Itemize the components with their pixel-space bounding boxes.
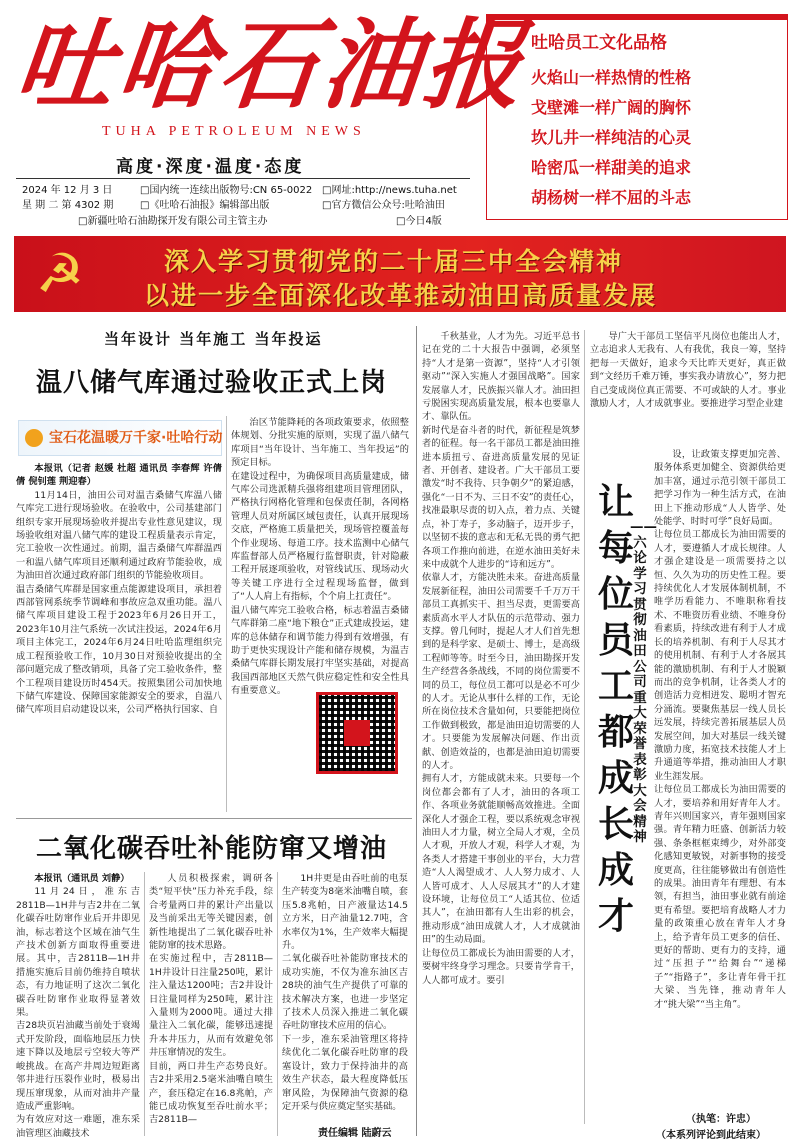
culture-box xyxy=(486,14,788,220)
article2-text-1: 11月24日，准东吉2811B—1H井与吉2井在二氧化碳吞吐防窜作业后开井即见油，标志着这个区域在油气生产技术创新方面取得重要进展。其中，吉2811B—1H井措施实施后目前仍维持自喷状态，有力地证明了这次二氧化碳吞吐防窜作业取得显著效果。 吉28块页岩油藏当前处于衰竭式开发阶段，面临地层压力快速下降以及地层亏空较大等严峻挑战。在高产井周边短距离邻井进行压裂作业时，极易出现压窜现象，从而对油井产量造成严重影响。 为有效应对这一难题，准东采油管理区油藏技术 xyxy=(16,886,140,1139)
banner-line-1: 深入学习贯彻党的二十届三中全会精神 xyxy=(164,247,624,276)
qr-logo-icon xyxy=(344,720,370,746)
article2-column-2 xyxy=(149,872,273,1136)
article1-text-2: 治区节能降耗的各项政策要求，依照整体规划、分批实施的原则，实现了温八储气库项目“当年设计、当年施工、当年投运”的预定目标。 在建设过程中，为确保项目高质量建成，储气库公司选派精兵强将组建项目管理团队，严格执行网格化管理和包保责任制，各网格管理人员对所属区域包责任，认真开展现场交底，严格施工质量把关，现场管控覆盖每个作业现场、每道工序。技术监测中心储气库监督部人员严格履行监督职责，针对隐蔽工程开展逐项验收，对管线试压、现场动火等关键工序进行全过程现场监督，做到了“人人肩上有指标，个个肩上扛责任”。 温八储气库完工验收合格，标志着温吉桑储气库群第二座“地下粮仓”正式建成投运，建库的总体储存和调节能力得到有效增强，有助于更快实现设计产能和储存规模，为温吉桑储气库群长期发展打牢坚实基础，对提高我国西部地区天然气供应稳定性和安全性具有重要意义。 xyxy=(231,417,409,697)
article2-headline: 二氧化碳吞吐补能防窜又增油 xyxy=(36,834,388,864)
commentary-subtitle: ——六论学习贯彻油田公司重大荣誉表彰大会精神 xyxy=(630,519,657,845)
article1-byline: 本报讯（记者 赵媛 杜超 通讯员 李春辉 许倩倩 倪钊莲 荆迎春） xyxy=(16,463,222,488)
cn-number: □国内统一连续出版物号:CN 65-0022 xyxy=(140,185,313,196)
commentary-author: （执笔：许忠） xyxy=(686,1114,756,1125)
weekday-issue: 星 期 二 第 4302 期 xyxy=(22,200,114,211)
masthead-divider xyxy=(16,178,470,179)
commentary-column-1 xyxy=(422,330,580,1116)
series-end-note: （本系列评论到此结束） xyxy=(656,1130,766,1141)
culture-line: 火焰山一样热情的性格 xyxy=(531,68,692,87)
issue-date: 2024 年 12 月 3 日 xyxy=(22,185,113,196)
masthead-logo-english: TUHA PETROLEUM NEWS xyxy=(102,124,366,139)
masthead-logo: 吐哈石油报 xyxy=(10,8,533,123)
commentary-text-2a: 导广大干部员工坚信平凡岗位也能出人才，立志追求人无我有、人有我优，我良一筹，坚持把每一天做好，追求今天比昨天更好，真正做到“文经历千难万锤，事实我办请放心”，努力把自己变成岗位真正需要、不可或缺的人才。事业激励人才，人才成就事业。要推进学习型企业建 xyxy=(590,331,786,410)
article2-column-1 xyxy=(16,872,140,1139)
article2-column-3 xyxy=(282,872,408,1120)
article2-text-2: 人员积极探索，调研各类“短平快”压力补充手段，综合考量两口井的累计产出量以及当前采出无等关键因素，创新性地提出了二氧化碳吞吐补能防窜的技术思路。 在实施过程中，吉2811B—1H井设计日注量250吨，累计注入量达1200吨；吉2井设计日注量同样为250吨，累计注入量则为2000吨。通过大排量注入二氧化碳，能够迅速提升本井压力，从而有效避免邻井压窜情况的发生。 目前，两口井生产态势良好。吉2井采用2.5毫米油嘴自喷生产，套压稳定在16.8兆帕，产能已成功恢复至吞吐前水平；吉2811B— xyxy=(149,873,273,1126)
commentary-text-1: 千秋基业，人才为先。习近平总书记在党的二十大报告中强调，必须坚持“人才是第一资源”，坚持“人才引领驱动”“深入实施人才强国战略”。国家发展靠人才，民族振兴靠人才。油田担亏脱困实现高质量发展，根本也要靠人才、靠队伍。 新时代是奋斗者的时代，新征程是筑梦者的征程。每一名干部员工都是油田推进本质扭亏、奋进高质量发展的见证者、开创者、建设者。广大干部员工要激发“时不我待、只争朝夕”的紧迫感，强化“一日不为、三日不安”的责任心，找准最职尽责的切入点，着力点、关键点，补丁寿子，多动脑子，迈开步子，以坚韧不拔的意志和无私无畏的勇气把各项工作推向前进，在逆水油田美好未来中成就个人进步的“诗和远方”。 依靠人才，方能决胜未来。奋进高质量发展新征程，油田公司需要千千万万干部员工真抓实干、担当尽责，更需要高素质高水平人才队伍的示范带动、强力支撑。曾几何时，提起人才人们首先想到的是科学家、是硕士、博士，是高级工程师等等。时至今日，油田勘探开发生产经营各条战线，不同的岗位需要不同的员工，每位员工都可以是必不可少的人才。无论从事什么样的工作，无论所在岗位技术含量如何，只要能把岗位工作做到极致，都是油田迫切需要的人才。只要能为发展解决问题、作出贡献、创造效益的，也都是油田迫切需要的人才。 拥有人才，方能成就未来。只要每一个岗位都会都有了人才，油田的各项工作、各项业务就能顺畅高效推进。全面深化人才强企工程，要以系统观念审视油田人才力量，树立全局人才观，全员人才观，开放人才观，科学人才观，为各类人才搭建干事创业的平台，大力营造“人人渴望成才、人人努力成才、人人皆可成才、人人尽展其才”的人才建设环境，让每位员工“人适其位、位适其人”，在油田都有人生出彩的机会，推动形成“油田成就人才，人才成就油田”的生动局面。 让每位员工都成长为油田需要的人才，要树牢终身学习理念。只要肯学肯干，人人都可成才。要引 xyxy=(422,331,580,986)
culture-line: 哈密瓜一样甜美的追求 xyxy=(531,158,692,177)
responsible-editor: 责任编辑 陆蔚云 xyxy=(318,1128,392,1139)
headline-banner xyxy=(14,236,786,312)
party-emblem-icon: ☭ xyxy=(35,242,85,305)
section-rule xyxy=(416,326,417,1136)
commentary-column-2-top xyxy=(590,330,786,444)
article1-column-1 xyxy=(16,462,222,814)
column-rule xyxy=(144,872,145,1136)
flower-icon xyxy=(25,429,43,447)
column-rule xyxy=(226,416,227,812)
commentary-column-2-side xyxy=(654,448,786,1010)
page-count: □今日4版 xyxy=(396,216,442,227)
culture-line: 戈壁滩一样广阔的胸怀 xyxy=(531,98,692,117)
article1-kicker: 当年设计 当年施工 当年投运 xyxy=(104,330,323,348)
column-rule xyxy=(277,872,278,1136)
article1-column-2 xyxy=(231,416,409,697)
campaign-tag xyxy=(18,420,222,456)
article1-text-1: 11月14日，油田公司对温吉桑储气库温八储气库完工进行现场验收。在验收中，公司基建部门组织专家开展现场验收并提出专业性意见建议，现场验收组对温八储气库的建设工程质量表示肯定，完工验收一次性通过。前期，温吉桑储气库群温西一和温八储气库项目还顺利通过政府节能验收，成为油田首次通过政府部门组织的节能验收项目。 温吉桑储气库群是国家重点能源建设项目，承担着西部管网系统季节调峰和事故应急双重功能。温八储气库项目建设工程于2023年6月26日开工，2023年10月注气系统一次试注投运，2024年6月项目主体完工，2024年6月24日吐哈监理组织完成工程预验收工作，10月30日对预验收提出的全部问题完成了整改销项，具备了完工验收条件，整个工程项目建设历时454天。按照集团公司加快地下储气库建设、保障国家能源安全的要求，自温八储气库项目启动建设以来，公司严格执行国家、自 xyxy=(16,489,222,716)
qr-code[interactable] xyxy=(316,692,398,774)
column-rule xyxy=(584,330,585,1124)
article2-byline: 本报讯（通讯员 刘静） xyxy=(34,873,130,884)
banner-line-2: 以进一步全面深化改革推动油田高质量发展 xyxy=(144,281,658,310)
wechat-account: □官方微信公众号:吐哈油田 xyxy=(322,200,445,211)
culture-line: 坎儿井一样纯洁的心灵 xyxy=(531,128,692,147)
campaign-tag-label: 宝石花温暖万千家·吐哈行动 xyxy=(49,430,223,446)
website: □网址:http://news.tuha.net xyxy=(322,185,457,196)
culture-title: 吐哈员工文化品格 xyxy=(531,33,667,53)
article1-headline: 温八储气库通过验收正式上岗 xyxy=(36,368,388,398)
commentary-text-2b: 设，让政策支撑更加完善、服务体系更加健全、资源供给更加丰富，通过示范引领干部员工把学习作为一种生活方式，在油田上下推动形成“人人皆学、处处能学、时时可学”良好局面。 让每位员工都成长为油田需要的人才，要遵循人才成长规律。人才强企建设是一项需要持之以恒、久久为功的历史性工程。要持续优化人才发展体制机制，不唯学历看能力、不唯职称看技术、不唯资历看业绩、不唯身份看素质，持续改进有利于人才成长的培养机制、有利于人尽其才的使用机制、有利于人才各展其能的激励机制、有利于人才脱颖而出的竞争机制，让各类人才的创造活力竞相迸发、聪明才智充分涌流。要聚焦基层一线人员长远发展，持续完善拓展基层人员发展空间，加大对基层一线关键激励力度，拓宽技术技能人才上升通道等举措，推动油田人才职业生涯发展。 让每位员工都成长为油田需要的人才，要培养和用好青年人才。青年兴则国家兴，青年强则国家强。青年精力旺盛、创新活力较强、条条框框束缚少，对外部变化感知更敏锐，对新事物的接受度更高，往往能够做出有创造性的成果。油田青年有理想、有本领，有担当，油田事业就有前途更有希望。要把培育战略人才力量的政策重心放在青年人才身上，给予青年员工更多的信任、更好的帮助、更有力的支持，通过“压担子”“给舞台”“递梯子”“指路子”，多让青年骨干扛大梁、当先锋，推动青年人才“挑大梁”“当主角”。 xyxy=(654,449,786,1010)
commentary-title: 让每位员工都成长成才 xyxy=(597,482,634,937)
masthead-slogan: 高度·深度·温度·态度 xyxy=(116,157,305,177)
culture-line: 胡杨树一样不屈的斗志 xyxy=(531,188,692,207)
article2-text-3: 1H井更是由吞吐前的电泵生产转变为8毫米油嘴自喷，套压5.8兆帕，日产液量达14.5立方米，日产油量12.7吨，含水率仅为1%，生产效率大幅提升。 二氧化碳吞吐补能防窜技术的成功实施，不仅为准东油区吉28块的油气生产提供了可靠的技术解决方案，也进一步坚定了技术人员深入推进二氧化碳吞吐防窜技术应用的信心。 下一步，准东采油管理区将持续优化二氧化碳吞吐防窜的段塞设计，致力于保持油井的高效生产状态，最大程度降低压窜风险，为保障油气资源的稳定开采与供应奠定坚实基础。 xyxy=(282,873,408,1112)
sponsor: □新疆吐哈石油勘探开发有限公司主管主办 xyxy=(78,216,268,227)
editor-publisher: □《吐哈石油报》编辑部出版 xyxy=(140,200,270,211)
article-divider xyxy=(16,818,412,819)
